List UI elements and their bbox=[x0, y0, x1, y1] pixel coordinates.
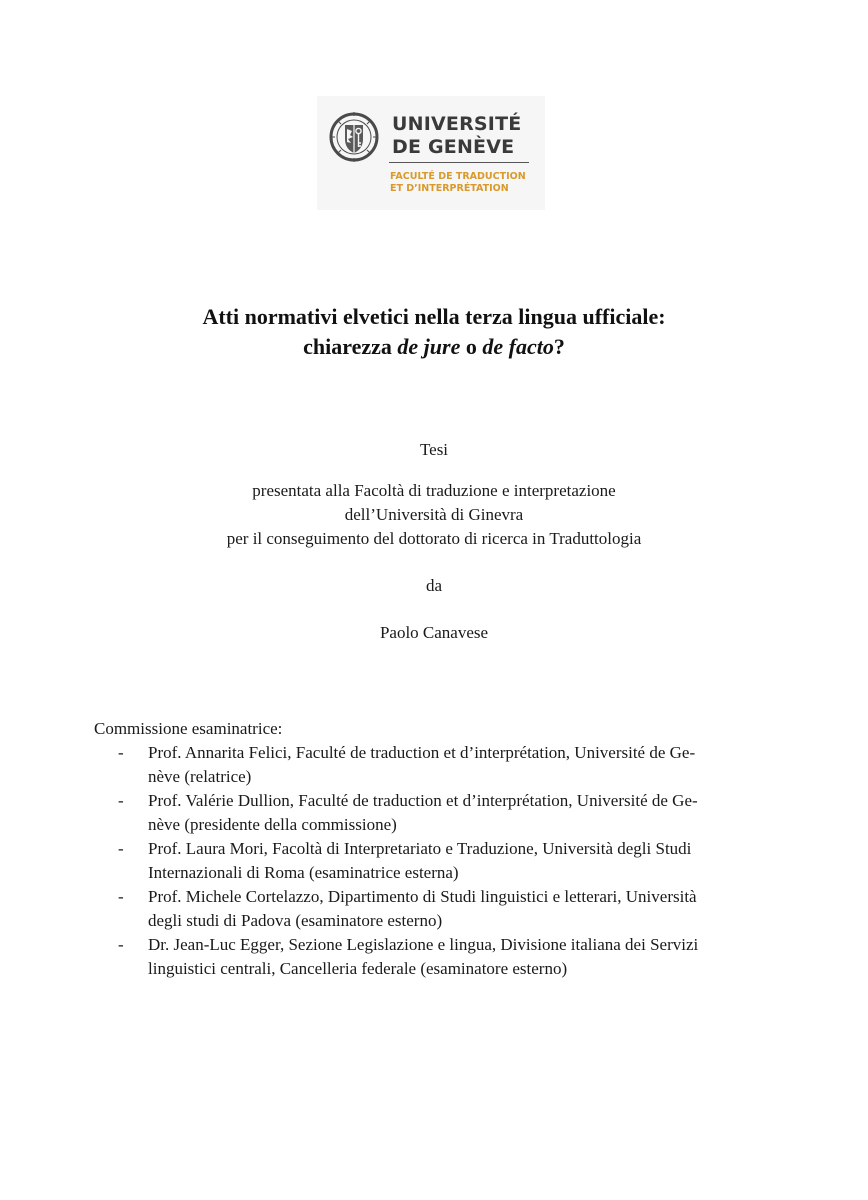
member-line2: nève (relatrice) bbox=[148, 767, 252, 786]
university-seal-icon bbox=[329, 109, 379, 165]
commission-heading: Commissione esaminatrice: bbox=[94, 719, 283, 738]
list-bullet: - bbox=[118, 887, 124, 906]
member-line2: Internazionali di Roma (esaminatrice esterna) bbox=[148, 863, 459, 882]
thesis-degree-line: per il conseguimento del dottorato di ricerca in Traduttologia bbox=[226, 529, 642, 548]
list-bullet: - bbox=[118, 839, 124, 858]
list-bullet: - bbox=[118, 935, 124, 954]
member-line2: linguistici centrali, Cancelleria federale (esaminatore esterno) bbox=[148, 959, 568, 978]
thesis-presented-line: presentata alla Facoltà di traduzione e interpretazione bbox=[252, 481, 616, 500]
member-line2: nève (presidente della commissione) bbox=[148, 815, 397, 834]
title-middle: o bbox=[460, 334, 483, 359]
member-line1: Prof. Laura Mori, Facoltà di Interpretariato e Traduzione, Università degli Studi bbox=[148, 839, 692, 858]
list-bullet: - bbox=[118, 791, 124, 810]
logo-faculty-line1: FACULTÉ DE TRADUCTION bbox=[390, 171, 526, 182]
thesis-title-line1: Atti normativi elvetici nella terza lingua ufficiale: bbox=[202, 304, 666, 329]
member-line1: Prof. Michele Cortelazzo, Dipartimento di Studi linguistici e letterari, Università bbox=[148, 887, 697, 906]
logo-university-line1: UNIVERSITÉ bbox=[392, 113, 522, 135]
title-italic-de-jure: de jure bbox=[397, 334, 461, 359]
member-line2: degli studi di Padova (esaminatore esterno) bbox=[148, 911, 443, 930]
thesis-label: Tesi bbox=[419, 440, 449, 459]
logo-divider bbox=[389, 162, 529, 163]
list-bullet: - bbox=[118, 743, 124, 762]
thesis-author: Paolo Canavese bbox=[379, 623, 489, 642]
member-line1: Prof. Annarita Felici, Faculté de traduction et d’interprétation, Université de Ge- bbox=[148, 743, 696, 762]
title-italic-de-facto: de facto bbox=[482, 334, 554, 359]
thesis-by-label: da bbox=[425, 576, 443, 595]
thesis-title-line2 bbox=[0, 336, 868, 358]
member-line1: Dr. Jean-Luc Egger, Sezione Legislazione e lingua, Divisione italiana dei Servizi bbox=[148, 935, 699, 954]
logo-university-line2: DE GENÈVE bbox=[392, 136, 515, 158]
thesis-university-line: dell’Università di Ginevra bbox=[344, 505, 524, 524]
title-prefix: chiarezza bbox=[303, 334, 398, 359]
title-suffix: ? bbox=[553, 334, 565, 359]
logo-faculty-line2: ET D’INTERPRÉTATION bbox=[390, 183, 509, 194]
member-line1: Prof. Valérie Dullion, Faculté de traduction et d’interprétation, Université de Ge- bbox=[148, 791, 698, 810]
university-logo bbox=[317, 96, 545, 210]
